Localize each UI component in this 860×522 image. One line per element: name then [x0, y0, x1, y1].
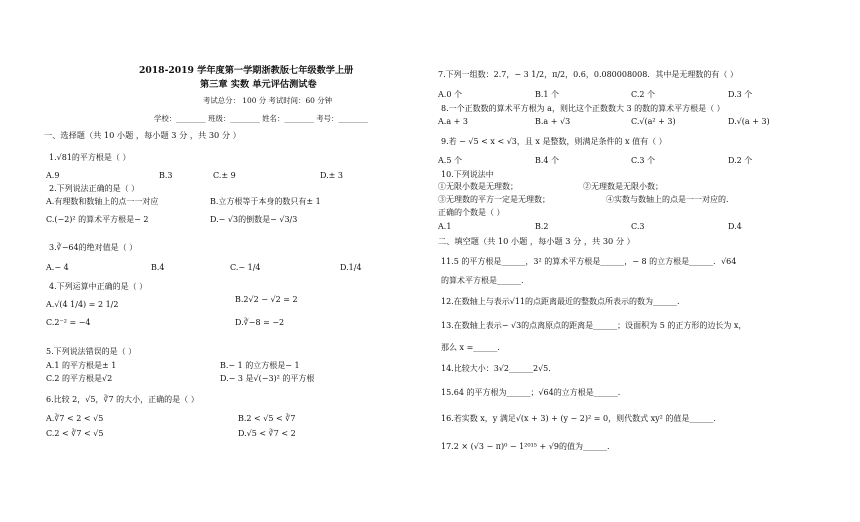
question-17: 17.2 × (√3 − π)⁰ − 1²⁰¹⁵ + √9的值为______. — [441, 442, 610, 451]
q10-option-a: A.1 — [438, 222, 452, 231]
question-11-cont: 的算术平方根是______. — [441, 276, 524, 285]
q3-option-d: D.1/4 — [340, 263, 362, 272]
q10-statement-3: ③无理数的平方一定是无理数； — [438, 195, 550, 204]
q4-option-a: A.√(4 1/4) = 2 1/2 — [46, 300, 119, 309]
question-12: 12.在数轴上与表示√11的点距离最近的整数点所表示的数为______. — [441, 297, 680, 306]
q10-option-c: C.3 — [631, 222, 645, 231]
question-13: 13.在数轴上表示− √3的点离原点的距离是______；设面积为 5 的正方形的边长为 x， — [441, 321, 747, 330]
question-2: 2.下列说法正确的是（ ） — [49, 184, 140, 193]
question-10: 10.下列说法中 — [441, 170, 494, 179]
q4-option-d: D.∛−8 = −2 — [235, 318, 285, 327]
student-info-fields: 学校：________ 班级：________ 姓名：________ 考号：________ — [154, 114, 368, 123]
exam-meta: 考试总分： 100 分 考试时间：60 分钟 — [203, 96, 332, 105]
question-9: 9.若 − √5 < x < √3，且 x 是整数，则满足条件的 x 值有（ ） — [441, 137, 667, 146]
question-6: 6.比较 2，√5，∛7 的大小，正确的是（ ） — [46, 395, 199, 404]
question-13-cont: 那么 x =______. — [441, 343, 500, 352]
q7-option-b: B.1 个 — [535, 90, 560, 99]
q10-statement-1: ①无限小数是无理数； — [438, 182, 518, 191]
q6-option-c: C.2 < ∛7 < √5 — [46, 429, 104, 438]
q9-option-a: A.5 个 — [438, 156, 462, 165]
question-14: 14.比较大小：3√2______2√5． — [441, 364, 557, 373]
q2-option-a: A.有理数和数轴上的点一一对应 — [46, 197, 159, 206]
q9-option-d: D.2 个 — [728, 156, 753, 165]
right-column — [438, 0, 838, 522]
q10-statement-2: ②无理数是无限小数； — [583, 182, 663, 191]
q6-option-a: A.∛7 < 2 < √5 — [46, 414, 104, 423]
question-8: 8.一个正数数的算术平方根为 a，则比这个正数数大 3 的数的算术平方根是（ ） — [441, 104, 725, 113]
q7-option-a: A.0 个 — [438, 90, 462, 99]
q9-option-b: B.4 个 — [535, 156, 560, 165]
q1-option-d: D.± 3 — [320, 171, 344, 180]
question-5: 5.下列说法错误的是（ ） — [46, 347, 137, 356]
question-1: 1.√81的平方根是（ ） — [49, 153, 131, 162]
q1-option-c: C.± 9 — [213, 171, 236, 180]
exam-subtitle: 第三章 实数 单元评估测试卷 — [200, 79, 317, 90]
q5-option-c: C.2 的平方根是√2 — [46, 374, 113, 383]
q6-option-b: B.2 < √5 < ∛7 — [238, 414, 296, 423]
q7-option-c: C.2 个 — [631, 90, 656, 99]
q8-option-b: B.a + √3 — [535, 117, 571, 126]
question-11: 11.5 的平方根是______，3² 的算术平方根是______，− 8 的立方根是______．√64 — [441, 257, 737, 266]
question-16: 16.若实数 x，y 满足√(x + 3) + (y − 2)² = 0，则代数式 xy² 的值是______. — [441, 414, 716, 423]
q2-option-b: B.立方根等于本身的数只有± 1 — [210, 197, 321, 206]
q3-option-b: B.4 — [151, 263, 165, 272]
q3-option-c: C.− 1/4 — [230, 263, 261, 272]
q8-option-a: A.a + 3 — [438, 117, 468, 126]
q10-prompt: 正确的个数是（ ） — [438, 208, 505, 217]
q2-option-d: D.− √3的倒数是− √3/3 — [210, 215, 298, 224]
q5-option-a: A.1 的平方根是± 1 — [46, 361, 117, 370]
q1-option-a: A.9 — [46, 171, 60, 180]
left-column — [44, 0, 424, 522]
q3-option-a: A.− 4 — [46, 263, 69, 272]
section-choice-heading: 一、选择题（共 10 小题 ，每小题 3 分 ，共 30 分 ） — [44, 130, 241, 140]
q4-option-b: B.2√2 − √2 = 2 — [235, 295, 298, 304]
q5-option-d: D.− 3 是√(−3)² 的平方根 — [220, 374, 315, 383]
q4-option-c: C.2⁻² = −4 — [46, 318, 91, 327]
q7-option-d: D.3 个 — [728, 90, 753, 99]
question-15: 15.64 的平方根为______；√64的立方根是______. — [441, 388, 621, 397]
question-7: 7.下列一组数：2.7，− 3 1/2，π/2，0.6，0.080008008．其中是无理数的有（ ） — [438, 70, 738, 79]
q10-option-d: D.4 — [728, 222, 742, 231]
q10-statement-4: ④实数与数轴上的点是一一对应的. — [606, 195, 729, 204]
q8-option-d: D.√(a + 3) — [728, 117, 770, 126]
question-4: 4.下列运算中正确的是（ ） — [49, 282, 148, 291]
q8-option-c: C.√(a² + 3) — [631, 117, 676, 126]
q10-option-b: B.2 — [535, 222, 549, 231]
q2-option-c: C.(−2)² 的算术平方根是− 2 — [46, 215, 149, 224]
exam-title: 2018-2019 学年度第一学期浙教版七年级数学上册 — [139, 65, 354, 76]
question-3: 3.∛−64的绝对值是（ ） — [49, 243, 138, 252]
section-fill-heading: 二、填空题（共 10 小题 ，每小题 3 分 ，共 30 分 ） — [438, 236, 635, 246]
q6-option-d: D.√5 < ∛7 < 2 — [238, 429, 296, 438]
q5-option-b: B.− 1 的立方根是− 1 — [220, 361, 300, 370]
q9-option-c: C.3 个 — [631, 156, 656, 165]
q1-option-b: B.3 — [159, 171, 173, 180]
